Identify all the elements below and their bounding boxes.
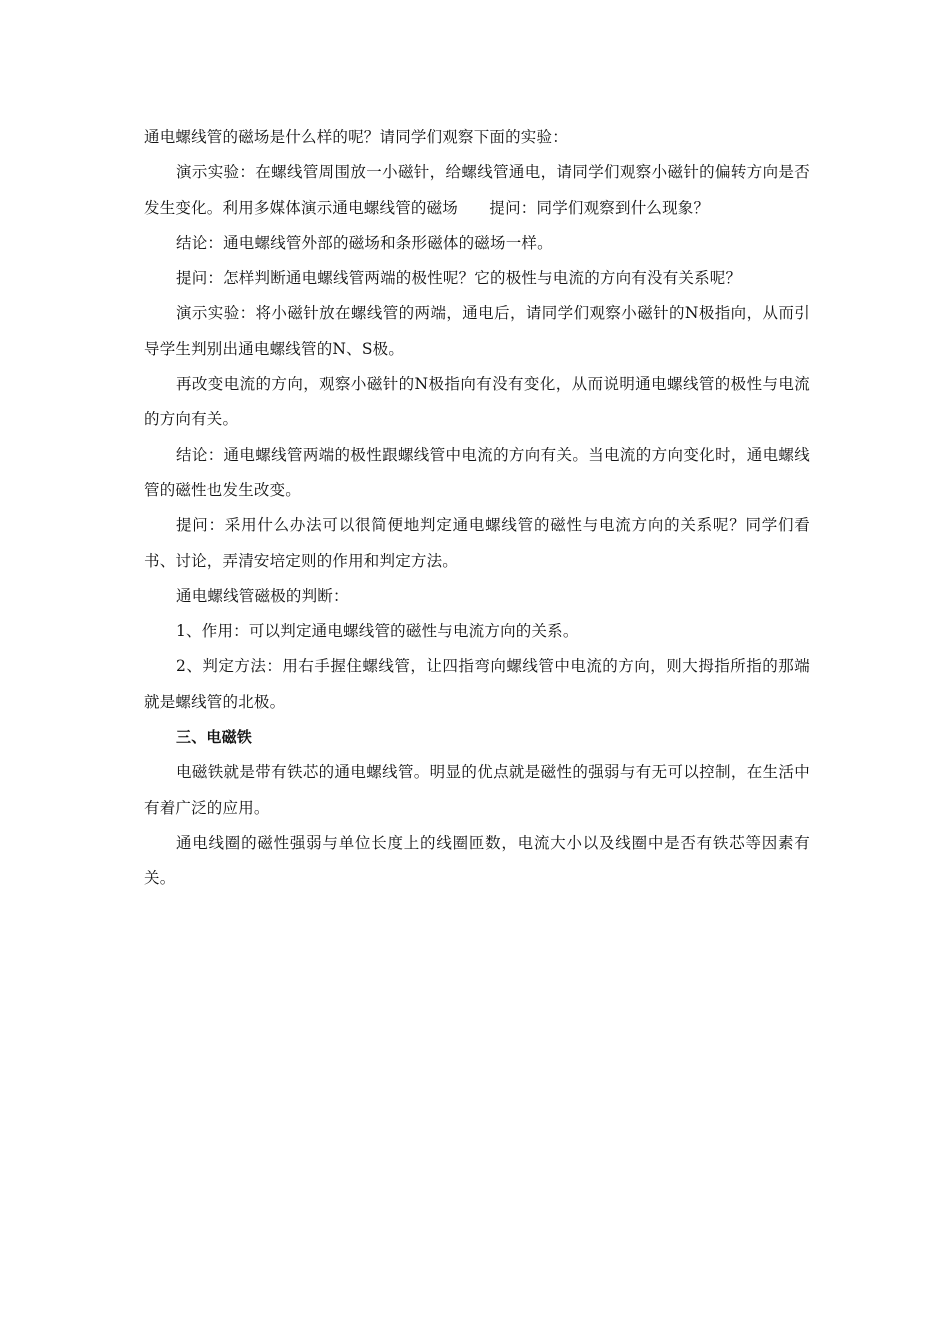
paragraph-question-2: 提问：采用什么办法可以很简便地判定通电螺线管的磁性与电流方向的关系呢？同学们看书、讨论，弄清安培定则的作用和判定方法。 bbox=[144, 516, 810, 570]
paragraph-intro: 通电螺线管的磁场是什么样的呢？请同学们观察下面的实验： bbox=[144, 128, 568, 146]
paragraph-demo-experiment-2: 演示实验：将小磁针放在螺线管的两端，通电后，请同学们观察小磁针的N极指向，从而引导学生判别出通电螺线管的N、S极。 bbox=[144, 304, 810, 358]
paragraph-item-1: 1、作用：可以判定通电螺线管的磁性与电流方向的关系。 bbox=[176, 622, 579, 641]
paragraph-electromagnet-def: 电磁铁就是带有铁芯的通电螺线管。明显的优点就是磁性的强弱与有无可以控制，在生活中有着广泛的应用。 bbox=[144, 763, 810, 817]
paragraph-item-2: 2、判定方法：用右手握住螺线管，让四指弯向螺线管中电流的方向，则大拇指所指的那端就是螺线管的北极。 bbox=[144, 657, 810, 711]
paragraph-pole-judgement: 通电螺线管磁极的判断： bbox=[176, 586, 349, 605]
paragraph-conclusion-1: 结论：通电螺线管外部的磁场和条形磁体的磁场一样。 bbox=[176, 233, 553, 252]
paragraph-conclusion-2: 结论：通电螺线管两端的极性跟螺线管中电流的方向有关。当电流的方向变化时，通电螺线管的磁性也发生改变。 bbox=[144, 445, 810, 499]
paragraph-demo-experiment-1: 演示实验：在螺线管周围放一小磁针，给螺线管通电，请同学们观察小磁针的偏转方向是否发生变化。利用多媒体演示通电螺线管的磁场 提问：同学们观察到什么现象？ bbox=[144, 163, 810, 217]
paragraph-change-current: 再改变电流的方向，观察小磁针的N极指向有没有变化，从而说明通电螺线管的极性与电流的方向有关。 bbox=[144, 375, 810, 429]
paragraph-coil-factors: 通电线圈的磁性强弱与单位长度上的线圈匝数，电流大小以及线圈中是否有铁芯等因素有关。 bbox=[144, 833, 810, 888]
document-body bbox=[144, 120, 810, 897]
paragraph-question-1: 提问：怎样判断通电螺线管两端的极性呢？它的极性与电流的方向有没有关系呢？ bbox=[176, 269, 742, 288]
section-heading-electromagnet: 三、电磁铁 bbox=[176, 728, 253, 747]
